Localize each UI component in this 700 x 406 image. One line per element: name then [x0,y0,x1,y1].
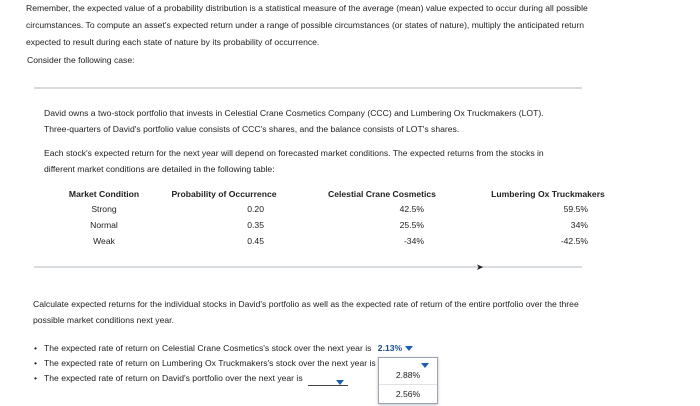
cell-ccc-return: 25.5% [399,220,424,230]
table-row [60,201,632,217]
question-ccc-return [34,341,413,356]
question-text: The expected rate of return on Celestial Crane Cosmetics's stock over the next year is [44,343,372,353]
question-portfolio-return [34,371,413,386]
portfolio-return-dropdown[interactable] [308,375,348,386]
column-header-probability: Probability of Occurrence [171,189,277,199]
chevron-down-icon [421,363,429,368]
consider-label: Consider the following case: [27,55,135,65]
column-header-market-condition: Market Condition [68,189,140,199]
intro-line: expected to result during each state of nature by its probability of occurrence. [26,37,320,47]
question-list [34,341,413,386]
cell-probability: 0.35 [247,220,264,230]
question-text: The expected rate of return on David's portfolio over the next year is [44,373,303,383]
mouse-cursor-icon: ➤ [476,262,484,272]
table-row [60,233,632,249]
case-paragraph-1 [44,105,544,137]
divider-bottom [34,266,582,268]
divider-top [34,87,582,89]
cell-lot-return: 34% [570,220,588,230]
cell-probability: 0.20 [247,204,264,214]
case-paragraph-2 [44,145,544,177]
cell-probability: 0.45 [247,236,264,246]
intro-line: Remember, the expected value of a probability distribution is a statistical measure of the average (mean) value expected to occur during all possible [26,3,588,13]
calc-line: Calculate expected returns for the individual stocks in David's portfolio as well as the expected rate of return of the entire portfolio over the three [33,299,579,309]
question-text: The expected rate of return on Lumbering Ox Truckmakers's stock over the next year is [44,358,376,368]
calculate-instructions [33,296,613,328]
lot-return-dropdown-menu[interactable] [378,357,438,404]
intro-text [26,0,686,51]
case-line: David owns a two-stock portfolio that invests in Celestial Crane Cosmetics Company (CCC) and Lumbering Ox Truckmakers (LOT). [44,108,544,118]
question-lot-return [34,356,413,371]
cell-ccc-return: -34% [403,236,424,246]
table-header-row [60,187,632,201]
cell-condition: Weak [93,236,115,246]
dropdown-option[interactable]: 2.56% [379,384,437,403]
chevron-down-icon [405,346,413,351]
intro-line: circumstances. To compute an asset's expected return under a range of possible circumstances (or states of nature), multiply the anticipated return [26,20,584,30]
chevron-down-icon [336,380,344,385]
column-header-ccc: Celestial Crane Cosmetics [328,189,436,199]
table-row [60,217,632,233]
cell-lot-return: -42.5% [560,236,588,246]
cell-ccc-return: 42.5% [399,204,424,214]
ccc-return-dropdown[interactable] [378,341,413,356]
case-line: different market conditions are detailed in the following table: [44,164,275,174]
cell-condition: Normal [90,220,118,230]
market-conditions-table [60,187,632,249]
cell-condition: Strong [91,204,117,214]
cell-lot-return: 59.5% [563,204,588,214]
column-header-lot: Lumbering Ox Truckmakers [491,189,605,199]
ccc-return-selected-value: 2.13% [377,343,403,353]
dropdown-option[interactable]: 2.88% [395,370,421,380]
case-line: Each stock's expected return for the next year will depend on forecasted market conditions. The expected returns from the stocks in [44,148,544,158]
calc-line: possible market conditions next year. [33,315,174,325]
case-line: Three-quarters of David's portfolio value consists of CCC's shares, and the balance consists of LOT's shares. [44,124,460,134]
